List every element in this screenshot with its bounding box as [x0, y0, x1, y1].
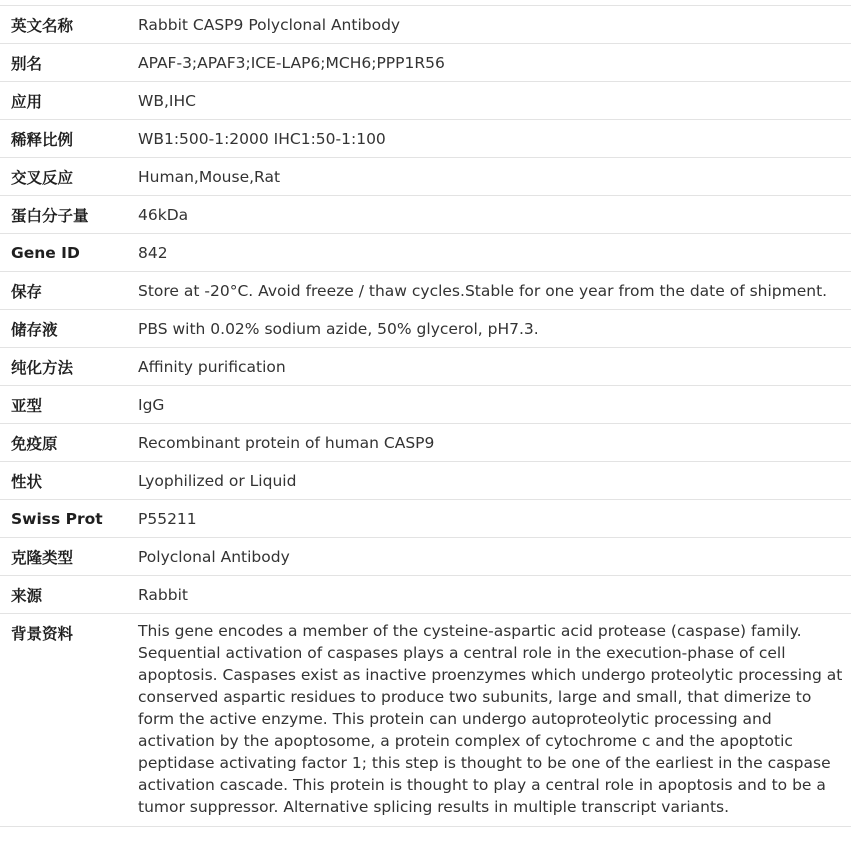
spec-value: WB1:500-1:2000 IHC1:50-1:100 [128, 120, 851, 158]
spec-row-form [0, 462, 851, 500]
spec-row-host [0, 576, 851, 614]
spec-value: Rabbit [128, 576, 851, 614]
spec-value: Store at -20°C. Avoid freeze / thaw cycles.Stable for one year from the date of shipment. [128, 272, 851, 310]
spec-label: 背景资料 [0, 614, 128, 827]
spec-value: 46kDa [128, 196, 851, 234]
spec-row-gene-id [0, 234, 851, 272]
spec-row-clonality [0, 538, 851, 576]
spec-value: Rabbit CASP9 Polyclonal Antibody [128, 6, 851, 44]
spec-value: P55211 [128, 500, 851, 538]
spec-label: 储存液 [0, 310, 128, 348]
spec-row-buffer [0, 310, 851, 348]
spec-label: 交叉反应 [0, 158, 128, 196]
spec-value: IgG [128, 386, 851, 424]
spec-value: Polyclonal Antibody [128, 538, 851, 576]
spec-row-reactivity [0, 158, 851, 196]
spec-row-dilution [0, 120, 851, 158]
spec-label: 稀释比例 [0, 120, 128, 158]
spec-value: Lyophilized or Liquid [128, 462, 851, 500]
spec-value: This gene encodes a member of the cysteine-aspartic acid protease (caspase) family. Sequential activation of caspases plays a central role in the execution-phase of cell apoptosis. Caspases exist as inactive proenzymes which undergo proteolytic processing at conserved aspartic residues to produce two subunits, large and small, that dimerize to form the active enzyme. This protein can undergo autoproteolytic processing and activation by the apoptosome, a protein complex of cytochrome c and the apoptotic peptidase activating factor 1; this step is thought to be one of the earliest in the caspase activation cascade. This protein is thought to play a central role in apoptosis and to be a tumor suppressor. Alternative splicing results in multiple transcript variants. [128, 614, 851, 827]
spec-label: 克隆类型 [0, 538, 128, 576]
spec-row-molecular-weight [0, 196, 851, 234]
product-spec-table [0, 5, 851, 827]
spec-label: 别名 [0, 44, 128, 82]
spec-label: 纯化方法 [0, 348, 128, 386]
spec-value: Human,Mouse,Rat [128, 158, 851, 196]
spec-value: Recombinant protein of human CASP9 [128, 424, 851, 462]
spec-row-purification [0, 348, 851, 386]
spec-label: 性状 [0, 462, 128, 500]
spec-label: 免疫原 [0, 424, 128, 462]
spec-label: 亚型 [0, 386, 128, 424]
spec-label: 来源 [0, 576, 128, 614]
spec-value: 842 [128, 234, 851, 272]
spec-row-immunogen [0, 424, 851, 462]
spec-row-isotype [0, 386, 851, 424]
spec-label: 蛋白分子量 [0, 196, 128, 234]
spec-row-application [0, 82, 851, 120]
spec-label: Swiss Prot [0, 500, 128, 538]
spec-label: Gene ID [0, 234, 128, 272]
spec-row-english-name [0, 6, 851, 44]
spec-value: PBS with 0.02% sodium azide, 50% glycerol, pH7.3. [128, 310, 851, 348]
spec-row-alias [0, 44, 851, 82]
spec-value: WB,IHC [128, 82, 851, 120]
spec-row-background [0, 614, 851, 827]
spec-label: 保存 [0, 272, 128, 310]
spec-label: 应用 [0, 82, 128, 120]
spec-value: APAF-3;APAF3;ICE-LAP6;MCH6;PPP1R56 [128, 44, 851, 82]
spec-label: 英文名称 [0, 6, 128, 44]
spec-row-swiss-prot [0, 500, 851, 538]
spec-value: Affinity purification [128, 348, 851, 386]
spec-row-storage [0, 272, 851, 310]
